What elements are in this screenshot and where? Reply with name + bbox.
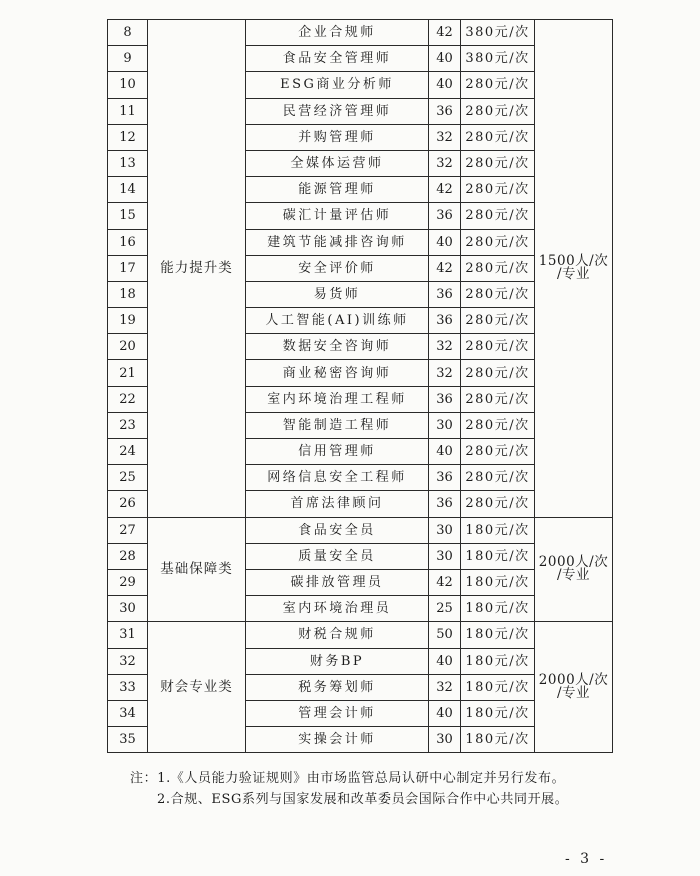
course-hours: 40	[429, 229, 461, 255]
certification-name: 室内环境治理工程师	[246, 386, 429, 412]
quota-cell	[535, 517, 613, 622]
row-number: 9	[108, 46, 148, 72]
row-number: 17	[108, 255, 148, 281]
quota-line-1: 2000人/次	[538, 553, 609, 570]
fee-cell: 280元/次	[461, 360, 535, 386]
row-number: 24	[108, 439, 148, 465]
certification-name: 实操会计师	[246, 727, 429, 753]
certification-name: 食品安全员	[246, 517, 429, 543]
course-hours: 30	[429, 727, 461, 753]
row-number: 22	[108, 386, 148, 412]
certification-name: 首席法律顾问	[246, 491, 429, 517]
category-cell: 财会专业类	[148, 622, 246, 753]
row-number: 31	[108, 622, 148, 648]
fee-cell: 180元/次	[461, 569, 535, 595]
row-number: 28	[108, 543, 148, 569]
course-hours: 32	[429, 674, 461, 700]
course-hours: 40	[429, 700, 461, 726]
course-hours: 36	[429, 465, 461, 491]
course-hours: 30	[429, 517, 461, 543]
certification-name: 智能制造工程师	[246, 412, 429, 438]
certification-name: 企业合规师	[246, 20, 429, 46]
row-number: 16	[108, 229, 148, 255]
row-number: 23	[108, 412, 148, 438]
fee-cell: 280元/次	[461, 98, 535, 124]
row-number: 32	[108, 648, 148, 674]
course-hours: 36	[429, 491, 461, 517]
certification-name: 食品安全管理师	[246, 46, 429, 72]
course-hours: 30	[429, 543, 461, 569]
fee-cell: 180元/次	[461, 674, 535, 700]
course-hours: 42	[429, 255, 461, 281]
notes	[130, 768, 568, 810]
row-number: 10	[108, 72, 148, 98]
course-hours: 36	[429, 203, 461, 229]
fee-cell: 280元/次	[461, 255, 535, 281]
row-number: 14	[108, 177, 148, 203]
row-number: 35	[108, 727, 148, 753]
fee-cell: 280元/次	[461, 281, 535, 307]
course-hours: 50	[429, 622, 461, 648]
certification-name: 全媒体运营师	[246, 150, 429, 176]
course-hours: 40	[429, 72, 461, 98]
certification-name: 民营经济管理师	[246, 98, 429, 124]
fee-cell: 180元/次	[461, 622, 535, 648]
quota-line-2: /专业	[556, 266, 591, 283]
fee-cell: 380元/次	[461, 46, 535, 72]
fee-cell: 280元/次	[461, 412, 535, 438]
certification-name: 商业秘密咨询师	[246, 360, 429, 386]
certification-name: 室内环境治理员	[246, 596, 429, 622]
row-number: 15	[108, 203, 148, 229]
fee-cell: 280元/次	[461, 386, 535, 412]
note-line-1: 注：1.《人员能力验证规则》由市场监管总局认研中心制定并另行发布。	[130, 771, 566, 786]
certification-table-container	[107, 19, 612, 753]
course-hours: 42	[429, 569, 461, 595]
fee-cell: 280元/次	[461, 124, 535, 150]
row-number: 26	[108, 491, 148, 517]
fee-cell: 280元/次	[461, 491, 535, 517]
fee-cell: 180元/次	[461, 648, 535, 674]
row-number: 19	[108, 308, 148, 334]
table-row	[108, 517, 613, 543]
table-row	[108, 20, 613, 46]
quota-cell	[535, 622, 613, 753]
row-number: 21	[108, 360, 148, 386]
certification-name: ESG商业分析师	[246, 72, 429, 98]
row-number: 12	[108, 124, 148, 150]
certification-name: 税务筹划师	[246, 674, 429, 700]
fee-cell: 280元/次	[461, 150, 535, 176]
fee-cell: 280元/次	[461, 72, 535, 98]
row-number: 33	[108, 674, 148, 700]
row-number: 30	[108, 596, 148, 622]
certification-name: 碳排放管理员	[246, 569, 429, 595]
course-hours: 32	[429, 124, 461, 150]
fee-cell: 280元/次	[461, 177, 535, 203]
course-hours: 32	[429, 360, 461, 386]
certification-name: 碳汇计量评估师	[246, 203, 429, 229]
course-hours: 36	[429, 308, 461, 334]
quota-cell	[535, 20, 613, 518]
course-hours: 36	[429, 98, 461, 124]
row-number: 13	[108, 150, 148, 176]
quota-line-2: /专业	[556, 685, 591, 702]
fee-cell: 280元/次	[461, 439, 535, 465]
row-number: 11	[108, 98, 148, 124]
certification-name: 财务BP	[246, 648, 429, 674]
fee-cell: 280元/次	[461, 203, 535, 229]
fee-cell: 380元/次	[461, 20, 535, 46]
certification-name: 信用管理师	[246, 439, 429, 465]
row-number: 18	[108, 281, 148, 307]
certification-name: 数据安全咨询师	[246, 334, 429, 360]
row-number: 25	[108, 465, 148, 491]
fee-cell: 180元/次	[461, 543, 535, 569]
fee-cell: 180元/次	[461, 727, 535, 753]
certification-name: 质量安全员	[246, 543, 429, 569]
row-number: 20	[108, 334, 148, 360]
course-hours: 36	[429, 386, 461, 412]
table-body	[108, 20, 613, 753]
fee-cell: 280元/次	[461, 465, 535, 491]
course-hours: 40	[429, 648, 461, 674]
course-hours: 30	[429, 412, 461, 438]
course-hours: 25	[429, 596, 461, 622]
course-hours: 42	[429, 177, 461, 203]
note-line-2: 2.合规、ESG系列与国家发展和改革委员会国际合作中心共同开展。	[157, 792, 569, 807]
quota-line-2: /专业	[556, 567, 591, 584]
course-hours: 36	[429, 281, 461, 307]
fee-cell: 180元/次	[461, 596, 535, 622]
row-number: 34	[108, 700, 148, 726]
certification-name: 财税合规师	[246, 622, 429, 648]
certification-name: 人工智能(AI)训练师	[246, 308, 429, 334]
category-cell: 基础保障类	[148, 517, 246, 622]
fee-cell: 180元/次	[461, 517, 535, 543]
quota-line-1: 1500人/次	[538, 252, 609, 269]
certification-table	[107, 19, 613, 753]
certification-name: 易货师	[246, 281, 429, 307]
course-hours: 32	[429, 334, 461, 360]
fee-cell: 180元/次	[461, 700, 535, 726]
course-hours: 42	[429, 20, 461, 46]
row-number: 8	[108, 20, 148, 46]
course-hours: 40	[429, 439, 461, 465]
certification-name: 建筑节能减排咨询师	[246, 229, 429, 255]
certification-name: 安全评价师	[246, 255, 429, 281]
fee-cell: 280元/次	[461, 334, 535, 360]
certification-name: 管理会计师	[246, 700, 429, 726]
certification-name: 并购管理师	[246, 124, 429, 150]
page-number: - 3 -	[565, 851, 608, 867]
fee-cell: 280元/次	[461, 229, 535, 255]
fee-cell: 280元/次	[461, 308, 535, 334]
row-number: 27	[108, 517, 148, 543]
certification-name: 网络信息安全工程师	[246, 465, 429, 491]
category-cell: 能力提升类	[148, 20, 246, 518]
table-row	[108, 622, 613, 648]
row-number: 29	[108, 569, 148, 595]
certification-name: 能源管理师	[246, 177, 429, 203]
course-hours: 40	[429, 46, 461, 72]
quota-line-1: 2000人/次	[538, 671, 609, 688]
course-hours: 32	[429, 150, 461, 176]
